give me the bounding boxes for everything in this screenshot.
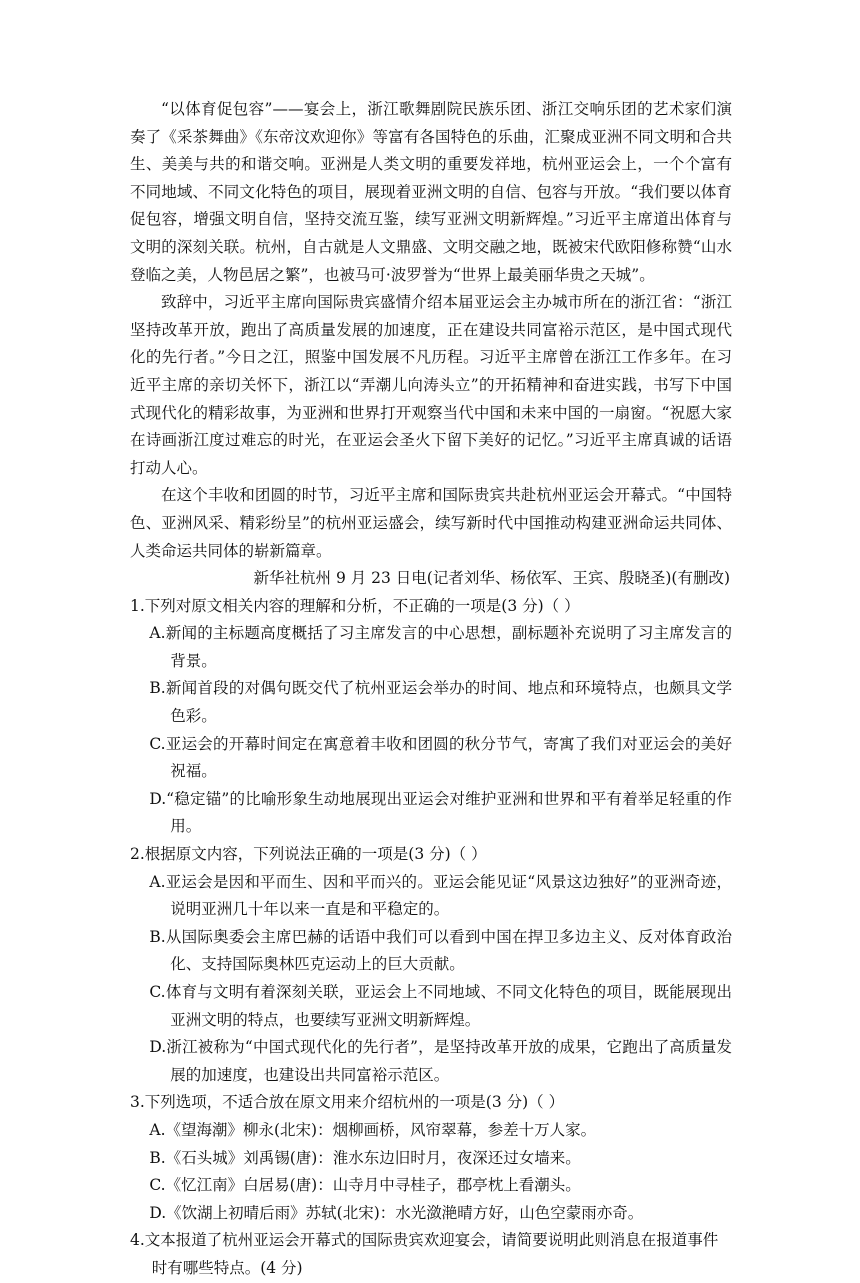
question-2 [130, 841, 732, 1089]
article-paragraph-3: 在这个丰收和团圆的时节，习近平主席和国际贵宾共赴杭州亚运会开幕式。“中国特色、亚洲风采、精彩纷呈”的杭州亚运盛会，续写新时代中国推动构建亚洲命运共同体、人类命运共同体的崭新篇章。 [130, 486, 732, 560]
option-b: B.《石头城》刘禹锡(唐)：淮水东边旧时月，夜深还过女墙来。 [149, 1148, 581, 1167]
option-d: D.“稳定锚”的比喻形象生动地展现出亚运会对维护亚洲和世界和平有着举足轻重的作用。 [149, 789, 732, 836]
question-stem: 3.下列选项，不适合放在原文用来介绍杭州的一项是(3 分)（ ） [130, 1093, 565, 1112]
article-paragraph-2: 致辞中，习近平主席向国际贵宾盛情介绍本届亚运会主办城市所在的浙江省：“浙江坚持改革开放，跑出了高质量发展的加速度，正在建设共同富裕示范区，是中国式现代化的先行者。”今日之江，照鉴中国发展不凡历程。习近平主席曾在浙江工作多年。在习近平主席的亲切关怀下，浙江以“弄潮儿向涛头立”的开拓精神和奋进实践，书写下中国式现代化的精彩故事，为亚洲和世界打开观察当代中国和未来中国的一扇窗。“祝愿大家在诗画浙江度过难忘的时光，在亚运会圣火下留下美好的记忆。”习近平主席真诚的话语打动人心。 [130, 293, 732, 477]
option-b: B.从国际奥委会主席巴赫的话语中我们可以看到中国在捍卫多边主义、反对体育政治化、支持国际奥林匹克运动上的巨大贡献。 [149, 927, 732, 974]
option-c: C.亚运会的开幕时间定在寓意着丰收和团圆的秋分节气，寄寓了我们对亚运会的美好祝福。 [149, 734, 732, 781]
article-body [130, 96, 732, 593]
article-paragraph-1: “以体育促包容”——宴会上，浙江歌舞剧院民族乐团、浙江交响乐团的艺术家们演奏了《采茶舞曲》《东帝汶欢迎你》等富有各国特色的乐曲，汇聚成亚洲不同文明和合共生、美美与共的和谐交响。亚洲是人类文明的重要发祥地，杭州亚运会上，一个个富有不同地域、不同文化特色的项目，展现着亚洲文明的自信、包容与开放。“我们要以体育促包容，增强文明自信，坚持交流互鉴，续写亚洲文明新辉煌。”习近平主席道出体育与文明的深刻关联。杭州，自古就是人文鼎盛、文明交融之地，既被宋代欧阳修称赞“山水登临之美，人物邑居之繁”，也被马可·波罗誉为“世界上最美丽华贵之天城”。 [130, 100, 732, 284]
question-3 [130, 1089, 732, 1227]
option-a: A.新闻的主标题高度概括了习主席发言的中心思想，副标题补充说明了习主席发言的背景。 [149, 624, 732, 670]
option-a: A.亚运会是因和平而生、因和平而兴的。亚运会能见证“风景这边独好”的亚洲奇迹，说明亚洲几十年以来一直是和平稳定的。 [149, 872, 732, 919]
question-stem: 4.文本报道了杭州亚运会开幕式的国际贵宾欢迎宴会，请简要说明此则消息在报道事件时有哪些特点。(4 分) [130, 1231, 719, 1277]
article-source-line: 新华社杭州 9 月 23 日电(记者刘华、杨依军、王宾、殷晓圣)(有删改) [253, 569, 730, 588]
question-list [130, 593, 732, 1283]
option-d: D.《饮湖上初晴后雨》苏轼(北宋)：水光潋滟晴方好，山色空蒙雨亦奇。 [149, 1203, 644, 1222]
question-1 [130, 593, 732, 841]
option-b: B.新闻首段的对偶句既交代了杭州亚运会举办的时间、地点和环境特点，也颇具文学色彩。 [149, 679, 732, 726]
option-a: A.《望海潮》柳永(北宋)：烟柳画桥，风帘翠幕，参差十万人家。 [149, 1120, 597, 1139]
question-stem: 2.根据原文内容，下列说法正确的一项是(3 分)（ ） [130, 845, 487, 864]
option-d: D.浙江被称为“中国式现代化的先行者”，是坚持改革开放的成果，它跑出了高质量发展的加速度，也建设出共同富裕示范区。 [149, 1038, 732, 1084]
question-4 [130, 1227, 732, 1282]
question-stem: 1.下列对原文相关内容的理解和分析，不正确的一项是(3 分)（ ） [130, 596, 580, 615]
option-c: C.体育与文明有着深刻关联，亚运会上不同地域、不同文化特色的项目，既能展现出亚洲文明的特点，也要续写亚洲文明新辉煌。 [149, 983, 732, 1029]
option-c: C.《忆江南》白居易(唐)：山寺月中寻桂子，郡亭枕上看潮头。 [149, 1176, 581, 1195]
